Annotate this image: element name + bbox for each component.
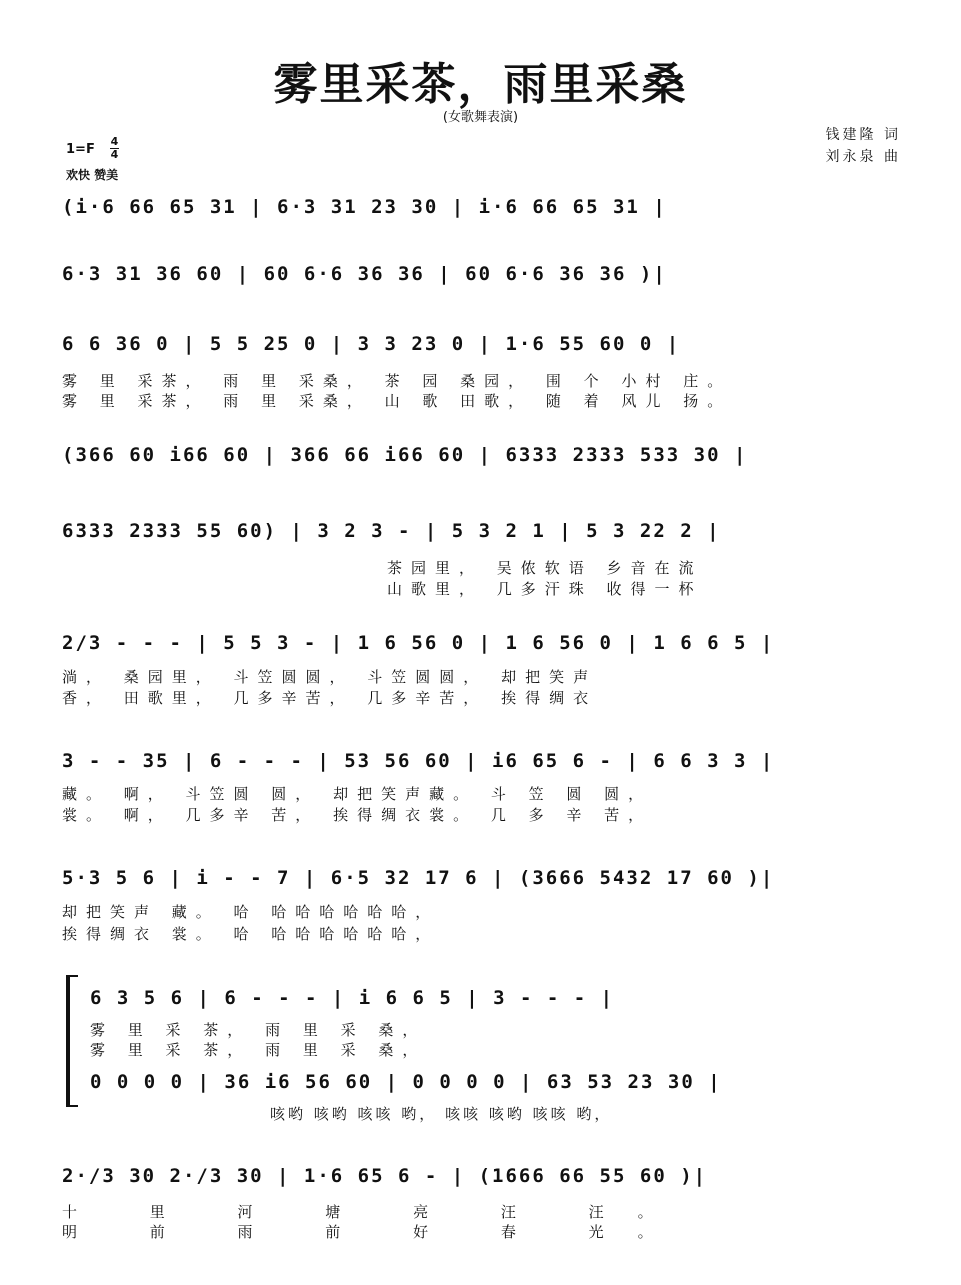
lyric-verse-2: 雾 里 采茶， 雨 里 采桑， 山 歌 田歌， 随 着 风儿 扬。 bbox=[62, 392, 732, 410]
time-signature bbox=[110, 137, 119, 160]
notes-row: 3 - - 35 | 6 - - - | 53 56 60 | i6 65 6 - | 6 6 3 3 | bbox=[62, 750, 775, 772]
notes-row: 6·3 31 36 60 | 60 6·6 36 36 | 60 6·6 36 36 )| bbox=[62, 263, 667, 285]
notes-row-lower: 0 0 0 0 | 36 i6 56 60 | 0 0 0 0 | 63 53 23 30 | bbox=[90, 1071, 722, 1093]
notes-row: (i·6 66 65 31 | 6·3 31 23 30 | i·6 66 65 31 | bbox=[62, 196, 667, 218]
lyric-verse-1: 藏。 啊， 斗笠圆 圆， 却把笑声藏。 斗 笠 圆 圆， bbox=[62, 785, 653, 803]
lyric-verse-2: 香， 田歌里， 几多辛苦， 几多辛苦， 挨得绸衣 bbox=[62, 689, 598, 707]
composer-credit: 刘永泉 曲 bbox=[825, 149, 901, 165]
notes-row-upper: 6 3 5 6 | 6 - - - | i 6 6 5 | 3 - - - | bbox=[90, 987, 615, 1009]
lyric-lower-part: 咳哟 咳哟 咳咳 哟， 咳咳 咳哟 咳咳 哟， bbox=[270, 1105, 613, 1123]
key-signature: 1=F bbox=[66, 142, 95, 157]
lyric-verse-1: 十 里 河 塘 亮 汪 汪。 bbox=[62, 1203, 687, 1221]
notes-row: 5·3 5 6 | i - - 7 | 6·5 32 17 6 | (3666 5432 17 60 )| bbox=[62, 867, 775, 889]
lyric-verse-1: 却把笑声 藏。 哈 哈哈哈哈哈哈， bbox=[62, 903, 440, 921]
lyric-verse-2: 裳。 啊， 几多辛 苦， 挨得绸衣裳。 几 多 辛 苦， bbox=[62, 806, 653, 824]
notes-row: (366 60 i66 60 | 366 66 i66 60 | 6333 2333 533 30 | bbox=[62, 444, 748, 466]
time-signature-top: 4 bbox=[110, 135, 119, 148]
lyric-verse-1: 雾 里 采茶， 雨 里 采桑， 茶 园 桑园， 围 个 小村 庄。 bbox=[62, 372, 732, 390]
notes-row: 6333 2333 55 60) | 3 2 3 - | 5 3 2 1 | 5 3 22 2 | bbox=[62, 520, 721, 542]
notes-row: 2·/3 30 2·/3 30 | 1·6 65 6 - | (1666 66 55 60 )| bbox=[62, 1165, 708, 1187]
tempo-marking: 欢快 赞美 bbox=[66, 168, 119, 182]
lyric-verse-1: 茶园里， 吴侬软语 乡音在流 bbox=[387, 559, 703, 577]
two-part-bracket bbox=[66, 975, 78, 1107]
lyric-verse-2: 明 前 雨 前 好 春 光。 bbox=[62, 1223, 687, 1241]
performance-note: (女歌舞表演) bbox=[442, 110, 519, 125]
notes-row: 6 6 36 0 | 5 5 25 0 | 3 3 23 0 | 1·6 55 60 0 | bbox=[62, 333, 681, 355]
time-signature-bottom: 4 bbox=[110, 148, 119, 161]
lyric-verse-1: 雾 里 采 茶， 雨 里 采 桑， bbox=[90, 1021, 427, 1039]
song-title: 雾里采茶，雨里采桑 bbox=[273, 59, 688, 110]
lyric-verse-2: 挨得绸衣 裳。 哈 哈哈哈哈哈哈， bbox=[62, 925, 440, 943]
lyricist-credit: 钱建隆 词 bbox=[825, 127, 901, 143]
lyric-verse-2: 雾 里 采 茶， 雨 里 采 桑， bbox=[90, 1041, 427, 1059]
lyric-verse-1: 淌， 桑园里， 斗笠圆圆， 斗笠圆圆， 却把笑声 bbox=[62, 668, 598, 686]
lyric-verse-2: 山歌里， 几多汗珠 收得一杯 bbox=[387, 580, 703, 598]
notes-row: 2/3 - - - | 5 5 3 - | 1 6 56 0 | 1 6 56 0 | 1 6 6 5 | bbox=[62, 632, 775, 654]
